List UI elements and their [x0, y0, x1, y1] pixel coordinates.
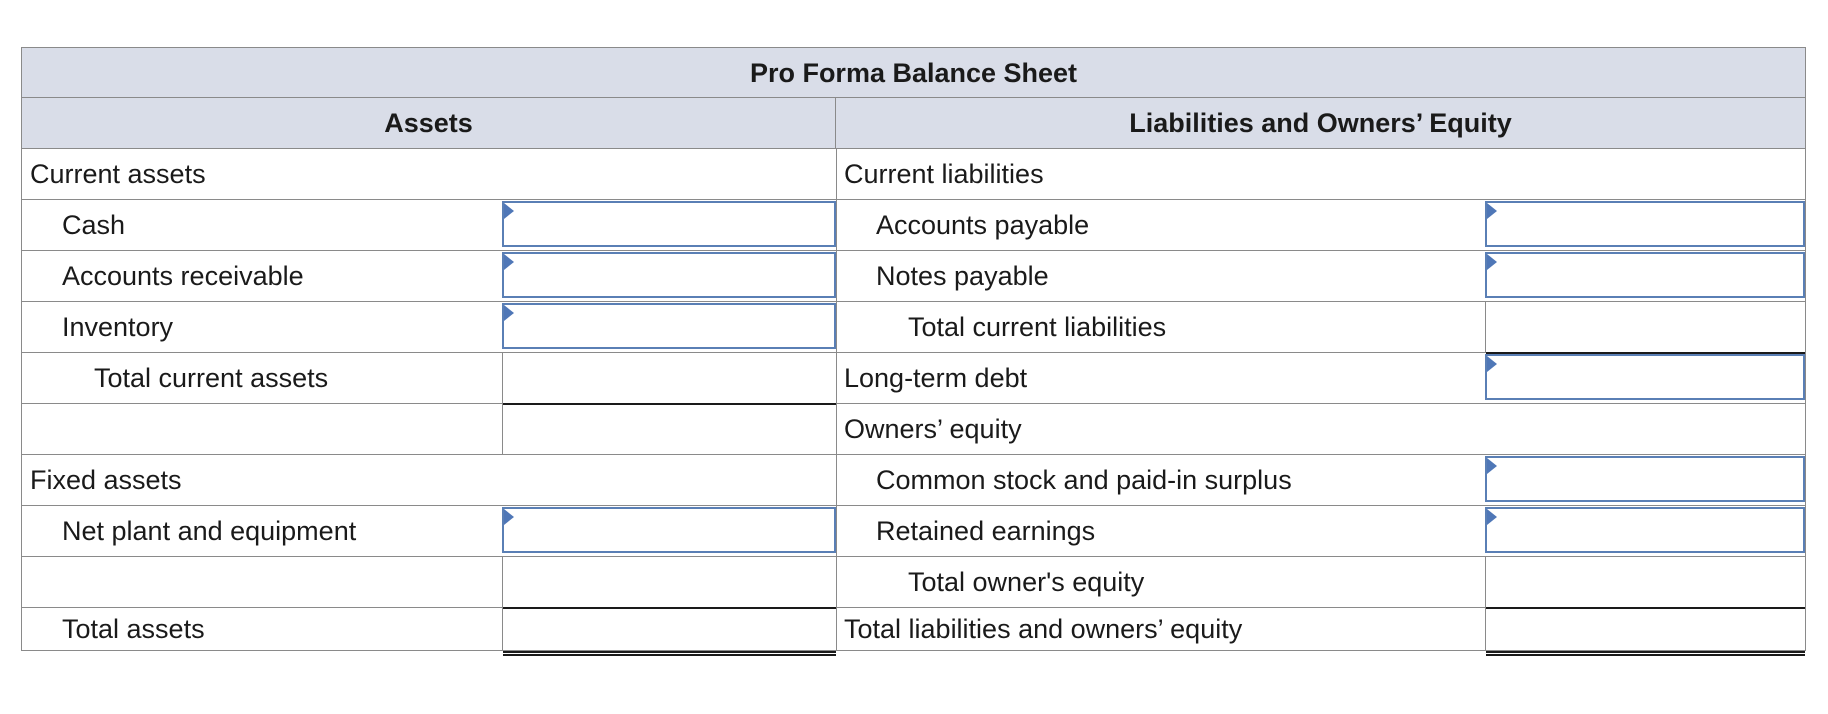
assets-header: Assets	[22, 98, 836, 148]
total-owners-equity-label: Total owner's equity	[908, 567, 1145, 597]
balance-sheet-table	[21, 47, 1806, 651]
total-liabilities-equity-label: Total liabilities and owners’ equity	[844, 614, 1243, 644]
total-liabilities-equity-value	[1486, 608, 1805, 656]
total-current-liabilities-value	[1486, 302, 1805, 354]
accounts-payable-label: Accounts payable	[876, 210, 1090, 240]
net-fixed-assets-value	[503, 557, 836, 609]
net-plant-label: Net plant and equipment	[62, 516, 357, 546]
current-liabilities-label: Current liabilities	[844, 159, 1044, 189]
owners-equity-label: Owners’ equity	[844, 414, 1022, 444]
table-row	[22, 353, 1805, 404]
table-title: Pro Forma Balance Sheet	[22, 48, 1805, 98]
long-term-debt-label: Long-term debt	[844, 363, 1028, 393]
fixed-assets-label: Fixed assets	[30, 465, 182, 495]
table-row	[22, 251, 1805, 302]
table-row	[22, 404, 1805, 455]
table-row	[22, 200, 1805, 251]
total-owners-equity-value	[1486, 557, 1805, 609]
table-row	[22, 149, 1805, 200]
table-row	[22, 302, 1805, 353]
table-row	[22, 557, 1805, 608]
table-row	[22, 455, 1805, 506]
retained-earnings-input[interactable]	[1485, 507, 1805, 553]
notes-payable-label: Notes payable	[876, 261, 1049, 291]
total-assets-label: Total assets	[62, 614, 205, 644]
notes-payable-input[interactable]	[1485, 252, 1805, 298]
cash-label: Cash	[62, 210, 126, 240]
accounts-payable-input[interactable]	[1485, 201, 1805, 247]
long-term-debt-input[interactable]	[1485, 354, 1805, 400]
accounts-receivable-label: Accounts receivable	[62, 261, 304, 291]
table-row	[22, 608, 1805, 651]
retained-earnings-label: Retained earnings	[876, 516, 1096, 546]
total-current-liabilities-label: Total current liabilities	[908, 312, 1167, 342]
current-assets-label: Current assets	[30, 159, 206, 189]
column-headers	[22, 98, 1805, 149]
total-current-assets-value	[503, 353, 836, 405]
inventory-input[interactable]	[502, 303, 836, 349]
net-plant-input[interactable]	[502, 507, 836, 553]
cash-input[interactable]	[502, 201, 836, 247]
total-assets-value	[503, 608, 836, 656]
common-stock-label: Common stock and paid-in surplus	[876, 465, 1292, 495]
liabilities-header: Liabilities and Owners’ Equity	[1129, 108, 1512, 138]
inventory-label: Inventory	[62, 312, 174, 342]
accounts-receivable-input[interactable]	[502, 252, 836, 298]
common-stock-input[interactable]	[1485, 456, 1805, 502]
table-row	[22, 506, 1805, 557]
total-current-assets-label: Total current assets	[94, 363, 329, 393]
